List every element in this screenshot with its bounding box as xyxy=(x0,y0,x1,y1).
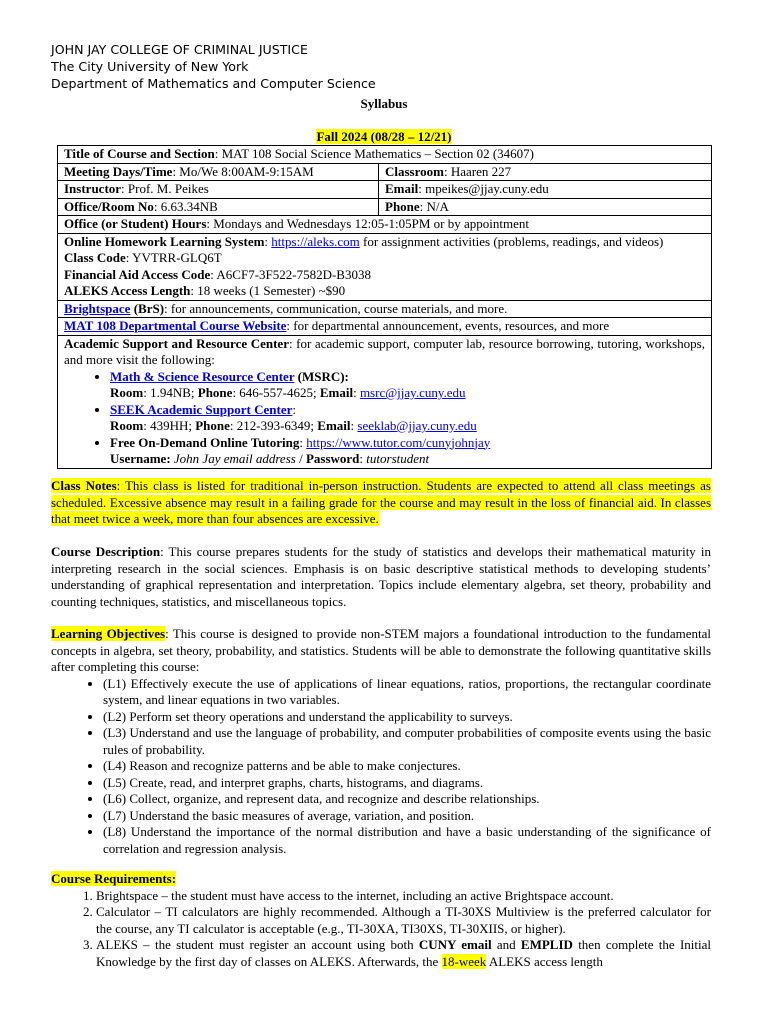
aleks-access-length-label: ALEKS Access Length xyxy=(64,283,191,298)
office-hours-value: : Mondays and Wednesdays 12:05-1:05PM or by appointment xyxy=(206,216,529,231)
list-item xyxy=(110,435,705,468)
table-row xyxy=(58,216,712,234)
password-separator: : xyxy=(359,451,367,466)
course-requirements-colon: : xyxy=(171,871,177,886)
table-row xyxy=(58,233,712,300)
class-notes-text: : This class is listed for traditional in-person instruction. Students are expected to attend all class meetings as scheduled. Excessive absence may result in a failing grade for the course and may result in the loss of financial aid. In classes that meet twice a week, more than four absences are excessive. xyxy=(51,478,711,526)
course-requirements-section xyxy=(51,871,711,970)
credential-slash: / xyxy=(295,451,306,466)
table-row xyxy=(58,318,712,336)
course-description-section xyxy=(51,544,711,610)
cuny-email-term: CUNY email xyxy=(418,937,492,952)
username-label: Username: xyxy=(110,451,171,466)
learning-objectives-list xyxy=(51,676,711,858)
list-item: 1. Brightspace – the student must have access to the internet, including an active Brightspace account. xyxy=(96,888,711,905)
document-title: Syllabus xyxy=(360,96,408,111)
homework-system-cell xyxy=(58,233,712,300)
seek-phone-label: Phone xyxy=(195,418,230,433)
requirement-text: then complete the Initial Knowledge by the first day of classes on ALEKS. Afterwards, the xyxy=(96,937,711,969)
list-item: • (L3) Understand and use the language of probability, and computer probabilities of composite events using the basic rules of probability. xyxy=(103,725,711,758)
department-website-description: : for departmental announcement, events, resources, and more xyxy=(286,318,610,333)
brightspace-link[interactable]: Brightspace xyxy=(64,300,131,316)
phone-label: Phone xyxy=(385,198,420,214)
seek-email-link[interactable]: seeklab@jjay.cuny.edu xyxy=(357,418,477,433)
office-hours-cell xyxy=(58,216,712,234)
access-length-highlight: 18-week xyxy=(441,953,487,969)
list-item xyxy=(110,402,705,435)
homework-system-description: for assignment activities (problems, readings, and videos) xyxy=(359,233,664,249)
list-item: • (L8) Understand the importance of the normal distribution and have a basic understanding of the significance of correlation and regression analysis. xyxy=(103,824,711,857)
password-value: tutorstudent xyxy=(366,451,430,466)
seek-email-separator: : xyxy=(350,418,358,433)
tutoring-label: Free On-Demand Online Tutoring xyxy=(110,434,300,450)
office-value: : 6.63.34NB xyxy=(153,198,218,214)
course-title-label: Title of Course and Section xyxy=(64,146,215,161)
list-item: 2. Calculator – TI calculators are highly recommended. Although a TI-30XS Multiview is the preferred calculator for the course, any TI calculator is acceptable (e.g., TI-30XA, TI30XS, TI-30XIIS, or higher). xyxy=(96,904,711,937)
table-row xyxy=(58,300,712,318)
email-label: Email xyxy=(385,181,419,196)
table-row xyxy=(58,163,712,181)
college-name: JOHN JAY COLLEGE OF CRIMINAL JUSTICE xyxy=(51,42,308,57)
class-notes-section xyxy=(51,478,711,528)
financial-aid-code-value: : A6CF7-3F522-7582D-B3038 xyxy=(210,266,371,282)
course-requirements-label: Course Requirements xyxy=(51,871,172,886)
table-row xyxy=(58,146,712,164)
academic-support-label: Academic Support and Resource Center xyxy=(64,335,289,351)
msrc-phone-label: Phone xyxy=(197,385,233,400)
department-name: Department of Mathematics and Computer Science xyxy=(51,76,376,91)
classroom-label: Classroom xyxy=(385,163,444,179)
phone-value: : N/A xyxy=(419,198,449,214)
tutoring-link[interactable]: https://www.tutor.com/cunyjohnjay xyxy=(306,434,491,450)
classroom-cell xyxy=(379,163,712,181)
seek-email-label: Email xyxy=(317,418,351,433)
brightspace-description: : for announcements, communication, course materials, and more. xyxy=(164,300,508,316)
email-cell xyxy=(379,181,712,199)
seek-colon: : xyxy=(292,401,296,417)
course-title-value: : MAT 108 Social Science Mathematics – Section 02 (34607) xyxy=(214,146,535,161)
office-hours-label: Office (or Student) Hours xyxy=(64,216,207,231)
seek-link[interactable]: SEEK Academic Support Center xyxy=(110,401,293,417)
aleks-link[interactable]: https://aleks.com xyxy=(271,233,360,249)
list-item: • (L2) Perform set theory operations and understand the applicability to surveys. xyxy=(103,709,711,726)
class-notes-label: Class Notes xyxy=(51,478,117,493)
classroom-value: : Haaren 227 xyxy=(443,163,512,179)
meeting-value: : Mo/We 8:00AM-9:15AM xyxy=(172,163,314,179)
term-dates: Fall 2024 (08/28 – 12/21) xyxy=(316,129,452,144)
table-row xyxy=(58,181,712,199)
learning-objectives-section xyxy=(51,626,711,857)
table-row xyxy=(58,198,712,216)
msrc-link[interactable]: Math & Science Resource Center xyxy=(110,368,295,384)
learning-objectives-label: Learning Objectives xyxy=(51,626,166,641)
requirement-text: ALEKS access length xyxy=(486,953,603,969)
list-item xyxy=(110,369,705,402)
password-label: Password xyxy=(305,451,360,466)
tutoring-separator: : xyxy=(299,434,307,450)
msrc-abbr: (MSRC): xyxy=(294,368,349,384)
meeting-label: Meeting Days/Time xyxy=(64,163,173,179)
meeting-cell xyxy=(58,163,379,181)
brightspace-cell xyxy=(58,300,712,318)
brightspace-abbr: (BrS) xyxy=(130,300,165,316)
instructor-label: Instructor xyxy=(64,181,122,196)
msrc-email-label: Email xyxy=(319,385,354,400)
username-value: John Jay email address xyxy=(170,451,296,466)
list-item: • (L5) Create, read, and interpret graphs, charts, histograms, and diagrams. xyxy=(103,775,711,792)
table-row xyxy=(58,335,712,468)
office-cell xyxy=(58,198,379,216)
list-item xyxy=(96,937,711,970)
instructor-value: : Prof. M. Peikes xyxy=(121,181,209,196)
requirement-text: ALEKS – the student must register an account using both xyxy=(96,937,419,952)
aleks-access-length-value: : 18 weeks (1 Semester) ~$90 xyxy=(190,283,346,298)
course-info-table xyxy=(57,145,712,469)
homework-separator: : xyxy=(264,233,272,249)
msrc-phone-value: : 646-557-4625; xyxy=(232,385,320,400)
seek-room-label: Room xyxy=(110,418,144,433)
msrc-room-label: Room xyxy=(110,385,144,400)
class-code-value: : YVTRR-GLQ6T xyxy=(125,250,222,265)
learning-objectives-intro: : This course is designed to provide non-STEM majors a foundational introduction to the fundamental concepts in algebra, set theory, probability, and statistics. Students will be able to demonstrate the following quantitative skills after completing this course: xyxy=(51,626,712,674)
course-requirements-list xyxy=(51,888,711,971)
support-resource-list xyxy=(64,369,705,468)
list-item: • (L6) Collect, organize, and represent data, and recognize and describe relationships. xyxy=(103,791,711,808)
list-item: • (L4) Reason and recognize patterns and be able to make conjectures. xyxy=(103,758,711,775)
class-code-label: Class Code xyxy=(64,250,126,265)
list-item: • (L1) Effectively execute the use of applications of linear equations, ratios, proportions, the rectangular coordinate system, and linear equations in two variables. xyxy=(103,676,711,709)
term-line xyxy=(0,129,768,146)
office-label: Office/Room No xyxy=(64,198,154,214)
msrc-email-separator: : xyxy=(353,385,360,400)
department-website-cell xyxy=(58,318,712,336)
instructor-cell xyxy=(58,181,379,199)
academic-support-description: : for academic support, computer lab, resource borrowing, tutoring, workshops, and more visit the following: xyxy=(64,335,705,367)
course-description-text: : This course prepares students for the study of statistics and develops their mathematical maturity in interpreting research in the social sciences. Emphasis is on basic descriptive statistical methods to developing students’ understanding of graphical representation and interpretation. Topics include elementary algebra, set theory, probability and counting techniques, statistics, and miscellaneous topics. xyxy=(51,544,711,609)
phone-cell xyxy=(379,198,712,216)
financial-aid-code-label: Financial Aid Access Code xyxy=(64,266,211,282)
requirement-text: and xyxy=(491,937,521,952)
course-title-cell xyxy=(58,146,712,164)
msrc-room-value: : 1.94NB; xyxy=(143,385,198,400)
emplid-term: EMPLID xyxy=(520,937,573,952)
department-website-link[interactable]: MAT 108 Departmental Course Website xyxy=(64,318,287,333)
msrc-email-link[interactable]: msrc@jjay.cuny.edu xyxy=(359,385,466,400)
seek-phone-value: : 212-393-6349; xyxy=(229,418,318,433)
list-item: • (L7) Understand the basic measures of average, variation, and position. xyxy=(103,808,711,825)
university-name: The City University of New York xyxy=(51,59,249,74)
homework-system-label: Online Homework Learning System xyxy=(64,233,265,249)
seek-room-value: : 439HH; xyxy=(143,418,196,433)
academic-support-cell xyxy=(58,335,712,468)
course-description-label: Course Description xyxy=(51,544,161,559)
email-value: : mpeikes@jjay.cuny.edu xyxy=(418,181,549,196)
institution-header xyxy=(51,41,376,92)
